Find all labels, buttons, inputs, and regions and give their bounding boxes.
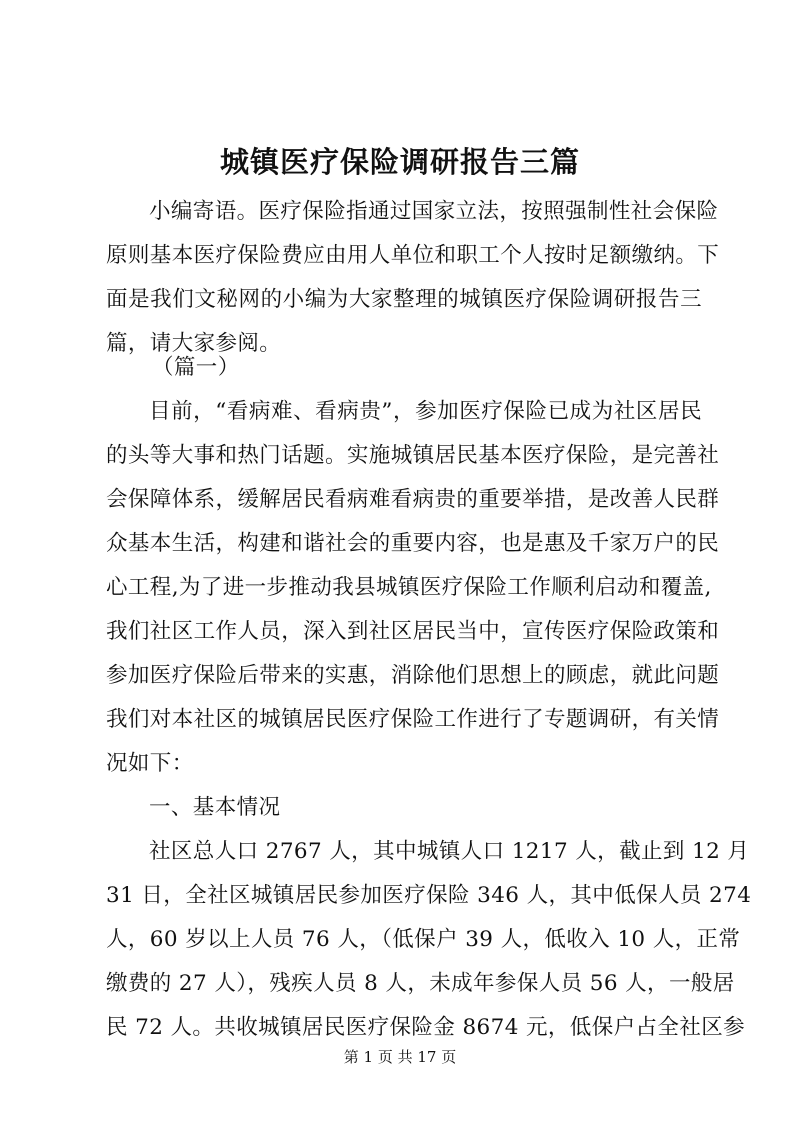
paragraph-line: 我们对本社区的城镇居民医疗保险工作进行了专题调研，有关情 (106, 707, 720, 732)
paragraph-line: 会保障体系，缓解居民看病难看病贵的重要举措，是改善人民群 (106, 487, 720, 512)
paragraph-line: 31 日，全社区城镇居民参加医疗保险 346 人，其中低保人员 274 (106, 883, 752, 908)
paragraph-line: 社区总人口 2767 人，其中城镇人口 1217 人，截止到 12 月 (149, 839, 750, 864)
paragraph-line: 民 72 人。共收城镇居民医疗保险金 8674 元，低保户占全社区参 (106, 1015, 746, 1040)
paragraph-line: 篇，请大家参阅。 (106, 331, 282, 356)
paragraph-line: 的头等大事和热门话题。实施城镇居民基本医疗保险，是完善社 (106, 443, 720, 468)
paragraph-line: 原则基本医疗保险费应由用人单位和职工个人按时足额缴纳。下 (106, 243, 720, 268)
paragraph-line: 人，60 岁以上人员 76 人，（低保户 39 人，低收入 10 人，正常 (106, 927, 741, 952)
paragraph-line: 面是我们文秘网的小编为大家整理的城镇医疗保险调研报告三 (106, 287, 702, 312)
paragraph-line: 目前，“看病难、看病贵”，参加医疗保险已成为社区居民 (149, 399, 702, 424)
paragraph-line: 缴费的 27 人），残疾人员 8 人，未成年参保人员 56 人，一般居 (106, 971, 735, 996)
page-footer: 第 1 页 共 17 页 (343, 1048, 457, 1066)
paragraph-line: 小编寄语。医疗保险指通过国家立法，按照强制性社会保险 (149, 199, 719, 224)
paragraph-line: 参加医疗保险后带来的实惠，消除他们思想上的顾虑，就此问题 (106, 663, 720, 688)
document-title: 城镇医疗保险调研报告三篇 (219, 145, 580, 179)
section-heading: （篇一） (152, 355, 240, 380)
paragraph-line: 众基本生活，构建和谐社会的重要内容，也是惠及千家万户的民 (106, 531, 720, 556)
section-heading: 一、基本情况 (149, 795, 281, 820)
paragraph-line: 心工程,为了进一步推动我县城镇医疗保险工作顺利启动和覆盖, (106, 575, 712, 600)
paragraph-line: 况如下： (106, 751, 194, 776)
paragraph-line: 我们社区工作人员，深入到社区居民当中，宣传医疗保险政策和 (106, 619, 720, 644)
